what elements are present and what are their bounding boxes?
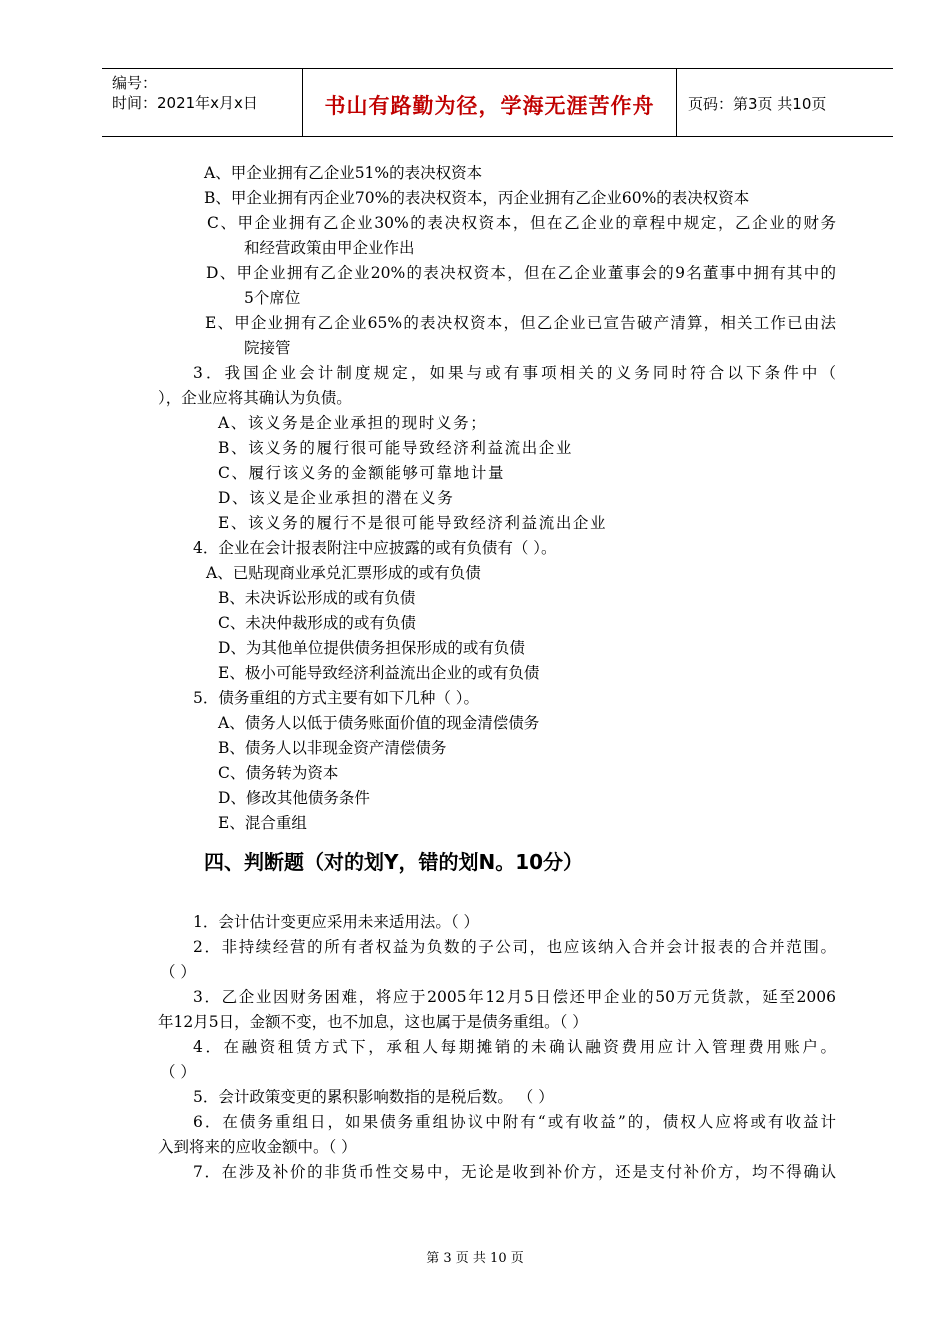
date-label: 时间：2021年x月x日 (112, 94, 258, 112)
q3-option-d: D、该义是企业承担的潜在义务 (218, 489, 455, 507)
q5-option-a: A、债务人以低于债务账面价值的现金清偿债务 (218, 714, 540, 732)
page-header (102, 68, 893, 137)
q2-option-b: B、甲企业拥有丙企业70%的表决权资本，丙企业拥有乙企业60%的表决权资本 (204, 189, 750, 207)
q5-option-b: B、债务人以非现金资产清偿债务 (218, 739, 447, 757)
q2-option-a: A、甲企业拥有乙企业51%的表决权资本 (204, 164, 483, 182)
q2-option-d-cont: 5个席位 (244, 289, 301, 307)
q3-stem: 3．我国企业会计制度规定，如果与或有事项相关的义务同时符合以下条件中（ (193, 364, 836, 382)
header-motto: 书山有路勤为径，学海无涯苦作舟 (324, 94, 655, 118)
q5-option-e: E、混合重组 (218, 814, 307, 832)
q5-stem: 5．债务重组的方式主要有如下几种（ ）。 (193, 689, 480, 707)
tf-item-3-cont: 年12月5日，金额不变，也不加息，这也属于是债务重组。（ ） (158, 1013, 588, 1031)
header-page-number: 页码：第3页 共10页 (688, 95, 827, 113)
page-footer: 第 3 页 共 10 页 (426, 1251, 524, 1266)
tf-item-4: 4．在融资租赁方式下，承租人每期摊销的未确认融资费用应计入管理费用账户。 (193, 1038, 836, 1056)
q4-option-e: E、极小可能导致经济利益流出企业的或有负债 (218, 664, 540, 682)
header-divider (676, 69, 677, 136)
q2-option-c: C、甲企业拥有乙企业30%的表决权资本，但在乙企业的章程中规定，乙企业的财务 (207, 214, 836, 232)
q3-option-e: E、该义务的履行不是很可能导致经济利益流出企业 (218, 514, 608, 532)
q4-option-c: C、未决仲裁形成的或有负债 (218, 614, 416, 632)
q4-option-b: B、未决诉讼形成的或有负债 (218, 589, 416, 607)
tf-item-4-blank: （ ） (160, 1063, 196, 1081)
tf-item-5: 5．会计政策变更的累积影响数指的是税后数。 （ ） (193, 1088, 554, 1106)
q4-option-a: A、已贴现商业承兑汇票形成的或有负债 (206, 564, 481, 582)
q3-stem-cont: ），企业应将其确认为负债。 (158, 389, 352, 407)
header-left-cell (112, 73, 258, 113)
serial-label: 编号： (112, 74, 158, 92)
q2-option-c-cont: 和经营政策由甲企业作出 (244, 239, 415, 257)
tf-item-6: 6．在债务重组日，如果债务重组协议中附有“或有收益”的，债权人应将或有收益计 (193, 1113, 836, 1131)
q2-option-e: E、甲企业拥有乙企业65%的表决权资本，但乙企业已宣告破产清算，相关工作已由法 (205, 314, 836, 332)
q2-option-d: D、甲企业拥有乙企业20%的表决权资本，但在乙企业董事会的9名董事中拥有其中的 (206, 264, 836, 282)
tf-item-1: 1．会计估计变更应采用未来适用法。（ ） (193, 913, 480, 931)
q5-option-c: C、债务转为资本 (218, 764, 339, 782)
tf-item-2: 2．非持续经营的所有者权益为负数的子公司，也应该纳入合并会计报表的合并范围。 (193, 938, 836, 956)
q3-option-b: B、该义务的履行很可能导致经济利益流出企业 (218, 439, 573, 457)
tf-item-3: 3．乙企业因财务困难，将应于2005年12月5日偿还甲企业的50万元货款，延至2006 (193, 988, 836, 1006)
q4-stem: 4．企业在会计报表附注中应披露的或有负债有（ ）。 (193, 539, 557, 557)
q5-option-d: D、修改其他债务条件 (218, 789, 370, 807)
tf-item-6-cont: 入到将来的应收金额中。（ ） (158, 1138, 357, 1156)
q3-option-c: C、履行该义务的金额能够可靠地计量 (218, 464, 506, 482)
q4-option-d: D、为其他单位提供债务担保形成的或有负债 (218, 639, 525, 657)
tf-item-2-blank: （ ） (160, 963, 196, 981)
tf-item-7: 7．在涉及补价的非货币性交易中，无论是收到补价方，还是支付补价方，均不得确认 (193, 1163, 836, 1181)
q2-option-e-cont: 院接管 (244, 339, 291, 357)
section-title: 四、判断题（对的划Y，错的划N。10分） (204, 850, 584, 874)
q3-option-a: A、该义务是企业承担的现时义务； (218, 414, 488, 432)
